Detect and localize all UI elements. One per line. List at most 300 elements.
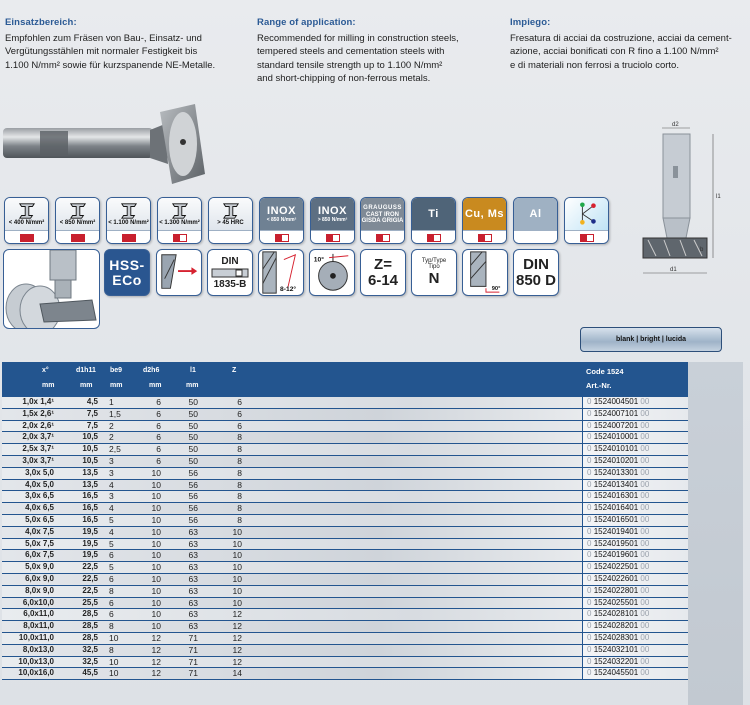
table-row [2, 421, 688, 433]
code-main: 1524045501 [593, 668, 639, 678]
cell-article-number [587, 609, 649, 620]
code-main: 1524007201 [593, 420, 639, 430]
code-prefix: 0 [587, 621, 592, 631]
material-name: GRAUGUSS [363, 204, 402, 211]
plastic-molecule-icon [573, 202, 601, 226]
material-icon-face [209, 198, 252, 230]
cell-d2: 10 [151, 585, 161, 596]
material-icon-face [158, 198, 201, 230]
suitability-indicator [463, 230, 506, 244]
cell-size: 4,0x 5,0 [25, 479, 54, 489]
table-row [2, 657, 688, 669]
code-main: 1524007101 [593, 408, 639, 418]
cell-b: 1 [109, 397, 114, 407]
material-icon [310, 197, 355, 244]
code-main: 1524010201 [593, 455, 639, 465]
cell-z: 8 [237, 491, 242, 502]
description-line: standard tensile strength up to 1.100 N/mm² [257, 59, 443, 71]
description-line: Empfohlen zum Fräsen von Bau-, Einsatz- und [5, 32, 202, 44]
cell-b: 2,5 [109, 444, 121, 455]
code-main: 1524019601 [593, 550, 639, 560]
header-size: x° [42, 367, 49, 374]
code-prefix: 0 [587, 514, 592, 524]
cell-d1: 10,5 [82, 455, 98, 465]
cell-d2: 10 [151, 538, 161, 549]
table-row [2, 621, 688, 633]
code-main: 1524013301 [593, 467, 639, 477]
cell-size: 5,0x 7,5 [25, 538, 54, 548]
cell-z: 8 [237, 444, 242, 455]
material-sub-label: > 850 N/mm² [317, 217, 348, 223]
cell-z: 12 [232, 632, 242, 643]
material-icon [411, 197, 456, 244]
cell-d1: 45,5 [82, 668, 98, 678]
cell-z: 10 [232, 562, 242, 573]
cell-l1: 50 [188, 397, 198, 407]
cell-d2: 6 [156, 432, 161, 443]
table-row [2, 586, 688, 598]
cell-z: 8 [237, 514, 242, 525]
cell-size: 10,0x13,0 [18, 656, 54, 666]
suitability-indicator [5, 230, 48, 244]
cell-b: 4 [109, 503, 114, 514]
cell-d1: 4,5 [86, 397, 98, 406]
cell-size: 6,0x10,0 [22, 597, 54, 607]
code-main: 1524019501 [593, 538, 639, 548]
table-row [2, 574, 688, 586]
cell-d2: 12 [151, 632, 161, 643]
code-suffix: 00 [640, 585, 650, 595]
cell-b: 6 [109, 597, 114, 608]
table-row [2, 633, 688, 645]
cell-d1: 19,5 [82, 550, 98, 560]
suitability-indicator [361, 230, 404, 244]
header-d2: d2h6 [143, 367, 160, 374]
code-prefix: 0 [587, 573, 592, 583]
material-icon [55, 197, 100, 244]
table-row [2, 668, 688, 680]
cell-l1: 63 [188, 562, 198, 573]
material-label: < 850 N/mm² [59, 219, 96, 226]
material-icon [4, 197, 49, 244]
cell-l1: 56 [188, 491, 198, 502]
cell-l1: 63 [188, 609, 198, 620]
cell-article-number [587, 645, 649, 656]
cell-l1: 50 [188, 420, 198, 431]
cell-d1: 22,5 [82, 562, 98, 572]
cell-size: 3,0x 6,5 [25, 491, 54, 501]
cell-d2: 10 [151, 562, 161, 573]
table-row [2, 468, 688, 480]
table-row [2, 598, 688, 610]
cell-article-number [587, 633, 649, 644]
hss-eco-icon [104, 249, 150, 296]
type-value: N [428, 270, 440, 287]
code-prefix: 0 [587, 562, 592, 572]
cell-article-number [587, 515, 649, 526]
code-prefix: 0 [587, 503, 592, 513]
cell-size: 6,0x11,0 [23, 609, 54, 619]
table-header [2, 362, 688, 397]
cell-z: 8 [237, 467, 242, 478]
code-prefix: 0 [587, 408, 592, 418]
cell-d2: 10 [151, 550, 161, 561]
steel-beam-icon [118, 202, 140, 220]
suitability-mark [580, 234, 594, 242]
code-main: 1524010101 [593, 444, 639, 454]
code-suffix: 00 [640, 597, 650, 607]
l1-label: l1 [716, 194, 721, 200]
cell-z: 8 [237, 432, 242, 443]
cell-z: 10 [232, 573, 242, 584]
material-name: Al [529, 208, 542, 220]
cell-l1: 63 [188, 621, 198, 632]
code-prefix: 0 [587, 550, 592, 560]
cell-b: 2 [109, 432, 114, 443]
cell-size: 1,0x 1,4¹ [22, 397, 54, 406]
cell-b: 6 [109, 550, 114, 561]
din2-standard-label: 850 D [515, 271, 557, 289]
cell-z: 8 [237, 503, 242, 514]
cell-size: 8,0x 9,0 [25, 585, 54, 595]
material-label: < 1.300 N/mm² [159, 219, 200, 226]
cell-article-number [587, 539, 649, 550]
header-d2-unit: mm [149, 382, 162, 389]
code-prefix: 0 [587, 432, 592, 442]
header-z: Z [232, 367, 237, 374]
cell-d1: 28,5 [82, 632, 98, 642]
cell-z: 8 [237, 455, 242, 466]
code-suffix: 00 [640, 491, 650, 501]
table-row [2, 645, 688, 657]
helix-angle-icon [258, 249, 304, 296]
code-suffix: 00 [640, 632, 650, 642]
corner-angle-icon [462, 249, 508, 296]
code-main: 1524032101 [593, 644, 639, 654]
code-main: 1524025501 [593, 597, 639, 607]
code-main: 1524004501 [593, 397, 639, 406]
header-l1-unit: mm [186, 382, 199, 389]
cell-b: 8 [109, 585, 114, 596]
cell-l1: 50 [188, 455, 198, 466]
cell-article-number [587, 598, 649, 609]
cell-l1: 56 [188, 514, 198, 525]
cell-d2: 12 [151, 668, 161, 679]
type-n-icon [411, 249, 457, 296]
cell-z: 12 [232, 609, 242, 620]
cell-d2: 10 [151, 597, 161, 608]
material-label: > 45 HRC [217, 219, 244, 226]
code-main: 1524022501 [593, 562, 639, 572]
type-label: Typ/Type [421, 258, 447, 264]
material-name: INOX [318, 205, 347, 217]
din-850d-icon [513, 249, 559, 296]
code-prefix: 0 [587, 420, 592, 430]
code-suffix: 00 [640, 514, 650, 524]
code-prefix: 0 [587, 585, 592, 595]
cell-l1: 71 [188, 656, 198, 667]
cell-d1: 10,5 [82, 444, 98, 454]
table-row [2, 609, 688, 621]
code-main: 1524028101 [593, 609, 639, 619]
cell-z: 12 [232, 656, 242, 667]
cell-l1: 63 [188, 585, 198, 596]
cell-d1: 13,5 [82, 479, 98, 489]
code-main: 1524013401 [593, 479, 639, 489]
code-suffix: 00 [640, 656, 650, 666]
suitability-mark [275, 234, 289, 242]
cell-d1: 28,5 [82, 621, 98, 631]
finish-button[interactable] [580, 327, 722, 352]
suitability-mark [478, 234, 492, 242]
material-icon-face [514, 198, 557, 230]
cell-b: 10 [109, 668, 119, 679]
cell-size: 8,0x11,0 [23, 621, 54, 631]
cell-size: 2,5x 3,7¹ [22, 444, 54, 454]
code-prefix: 0 [587, 632, 592, 642]
cell-d2: 10 [151, 514, 161, 525]
code-suffix: 00 [640, 408, 650, 418]
cell-z: 6 [237, 420, 242, 431]
cell-b: 6 [109, 573, 114, 584]
table-row [2, 550, 688, 562]
cell-size: 1,5x 2,6¹ [22, 408, 54, 418]
product-table [2, 362, 688, 680]
description-it [510, 16, 740, 72]
cell-b: 5 [109, 514, 114, 525]
suitability-mark [173, 234, 187, 242]
code-suffix: 00 [640, 573, 650, 583]
cell-d1: 7,5 [86, 420, 98, 430]
steel-beam-icon [16, 202, 38, 220]
code-suffix: 00 [640, 621, 650, 631]
suitability-indicator [514, 230, 557, 244]
cell-z: 10 [232, 526, 242, 537]
din-standard-label: 1835-B [213, 278, 247, 290]
cell-d2: 10 [151, 467, 161, 478]
suitability-mark [122, 234, 136, 242]
suitability-indicator [56, 230, 99, 244]
description-title: Einsatzbereich: [5, 17, 77, 28]
suitability-mark [71, 234, 85, 242]
z-label: Z= [374, 255, 392, 273]
cell-z: 6 [237, 397, 242, 407]
suitability-indicator [565, 230, 608, 244]
cell-size: 6,0x 7,5 [25, 550, 54, 560]
header-b-unit: mm [110, 382, 123, 389]
z-value: 6-14 [367, 271, 399, 289]
table-row [2, 503, 688, 515]
code-suffix: 00 [640, 444, 650, 454]
header-d1: d1h11 [76, 367, 96, 374]
cell-z: 12 [232, 644, 242, 655]
cutting-direction-icon [156, 249, 202, 296]
suitability-indicator [260, 230, 303, 244]
table-row [2, 409, 688, 421]
material-icon-face [412, 198, 455, 230]
cell-z: 14 [232, 668, 242, 679]
cell-d1: 16,5 [82, 491, 98, 501]
cell-size: 4,0x 7,5 [25, 526, 54, 536]
code-main: 1524019401 [593, 526, 639, 536]
cell-z: 6 [237, 408, 242, 419]
angle-label: 90° [491, 286, 501, 293]
material-sub-label: GISDA GRIGIA [361, 217, 404, 224]
din-1835b-icon [207, 249, 253, 296]
cell-z: 10 [232, 585, 242, 596]
code-prefix: 0 [587, 444, 592, 454]
cell-size: 3,0x 5,0 [25, 467, 54, 477]
table-row [2, 515, 688, 527]
teeth-count-icon [360, 249, 406, 296]
table-row [2, 539, 688, 551]
code-suffix: 00 [640, 479, 650, 489]
suitability-indicator [209, 230, 252, 244]
material-name: Cu, Ms [464, 208, 505, 220]
application-scene-icon [3, 249, 100, 329]
table-body [2, 397, 688, 680]
code-suffix: 00 [640, 467, 650, 477]
cell-b: 4 [109, 526, 114, 537]
code-prefix: 0 [587, 491, 592, 501]
cell-d1: 22,5 [82, 573, 98, 583]
cell-b: 5 [109, 538, 114, 549]
code-suffix: 00 [640, 432, 650, 442]
suitability-indicator [412, 230, 455, 244]
cell-article-number [587, 657, 649, 668]
cell-l1: 63 [188, 538, 198, 549]
cell-z: 10 [232, 538, 242, 549]
material-icon-face [311, 198, 354, 230]
cell-article-number [587, 621, 649, 632]
side-panel [688, 362, 743, 705]
description-title: Impiego: [510, 17, 551, 28]
cell-d1: 19,5 [82, 538, 98, 548]
cell-size: 10,0x16,0 [18, 668, 54, 678]
type-label-it: Tipo [428, 264, 440, 270]
cell-d2: 6 [156, 455, 161, 466]
cell-article-number [587, 527, 649, 538]
material-label: HSS-ECo [109, 256, 145, 288]
cell-z: 12 [232, 621, 242, 632]
cell-article-number [587, 574, 649, 585]
code-prefix: 0 [587, 656, 592, 666]
cell-d1: 19,5 [82, 526, 98, 536]
cell-article-number [587, 456, 649, 467]
description-line: tempered steels and cementation steels with [257, 46, 445, 57]
table-row [2, 527, 688, 539]
table-row [2, 480, 688, 492]
description-line: Fresatura di acciai da costruzione, acciai da cement- [510, 32, 732, 44]
rake-angle-icon [309, 249, 355, 296]
cell-d2: 10 [151, 503, 161, 514]
code-prefix: 0 [587, 479, 592, 489]
cell-b: 4 [109, 479, 114, 490]
code-main: 1524028201 [593, 621, 639, 631]
b-label: b [700, 247, 704, 253]
product-photo [0, 100, 210, 190]
header-art-nr: Art.-Nr. [586, 381, 612, 390]
technical-drawing [640, 120, 740, 300]
code-suffix: 00 [640, 503, 650, 513]
cell-d2: 10 [151, 479, 161, 490]
cell-b: 8 [109, 644, 114, 655]
cell-b: 2 [109, 420, 114, 431]
cell-d2: 6 [156, 444, 161, 455]
cell-d1: 10,5 [82, 432, 98, 442]
code-suffix: 00 [640, 668, 650, 678]
code-suffix: 00 [640, 455, 650, 465]
cell-l1: 71 [188, 644, 198, 655]
material-icon [259, 197, 304, 244]
cell-d2: 10 [151, 491, 161, 502]
cell-b: 6 [109, 609, 114, 620]
table-row [2, 562, 688, 574]
code-main: 1524022601 [593, 573, 639, 583]
material-icon [513, 197, 558, 244]
rake-label: 10° [313, 256, 324, 264]
din-label: DIN [221, 255, 239, 267]
code-suffix: 00 [640, 526, 650, 536]
cell-l1: 63 [188, 597, 198, 608]
cell-size: 5,0x 6,5 [25, 514, 54, 524]
cell-d2: 12 [151, 644, 161, 655]
cell-z: 10 [232, 550, 242, 561]
cell-d1: 32,5 [82, 656, 98, 666]
cell-d1: 16,5 [82, 514, 98, 524]
cell-article-number [587, 468, 649, 479]
cell-d2: 10 [151, 621, 161, 632]
header-size-unit: mm [42, 382, 55, 389]
suitability-mark [376, 234, 390, 242]
cell-l1: 50 [188, 432, 198, 443]
code-prefix: 0 [587, 538, 592, 548]
cell-d2: 6 [156, 420, 161, 431]
code-main: 1524016301 [593, 491, 639, 501]
description-en [257, 16, 497, 86]
code-prefix: 0 [587, 668, 592, 678]
material-icon [208, 197, 253, 244]
cell-b: 3 [109, 455, 114, 466]
code-main: 1524016501 [593, 514, 639, 524]
d1-label: d1 [670, 267, 677, 273]
material-sub-label: < 850 N/mm² [266, 217, 297, 223]
suitability-mark [326, 234, 340, 242]
cell-article-number [587, 480, 649, 491]
table-row [2, 444, 688, 456]
din2-label: DIN [523, 255, 549, 273]
cell-d1: 28,5 [82, 609, 98, 619]
material-icon [106, 197, 151, 244]
cell-l1: 56 [188, 479, 198, 490]
steel-beam-icon [169, 202, 191, 220]
cell-l1: 63 [188, 573, 198, 584]
material-icon-face [107, 198, 150, 230]
cell-d1: 13,5 [82, 467, 98, 477]
material-sub-label: CAST IRON [366, 211, 399, 218]
steel-beam-icon [67, 202, 89, 220]
code-suffix: 00 [640, 397, 650, 406]
cell-size: 3,0x 3,7¹ [22, 455, 54, 465]
suitability-mark [20, 234, 34, 242]
suitability-mark [427, 234, 441, 242]
d2-label: d2 [672, 122, 679, 128]
description-line: Recommended for milling in construction steels, [257, 32, 459, 44]
helix-label: 8-12° [280, 286, 297, 294]
material-name: Ti [428, 208, 439, 220]
steel-beam-icon [220, 202, 242, 220]
description-line: 1.100 N/mm² sowie für kurzspanende NE-Metalle. [5, 59, 216, 71]
